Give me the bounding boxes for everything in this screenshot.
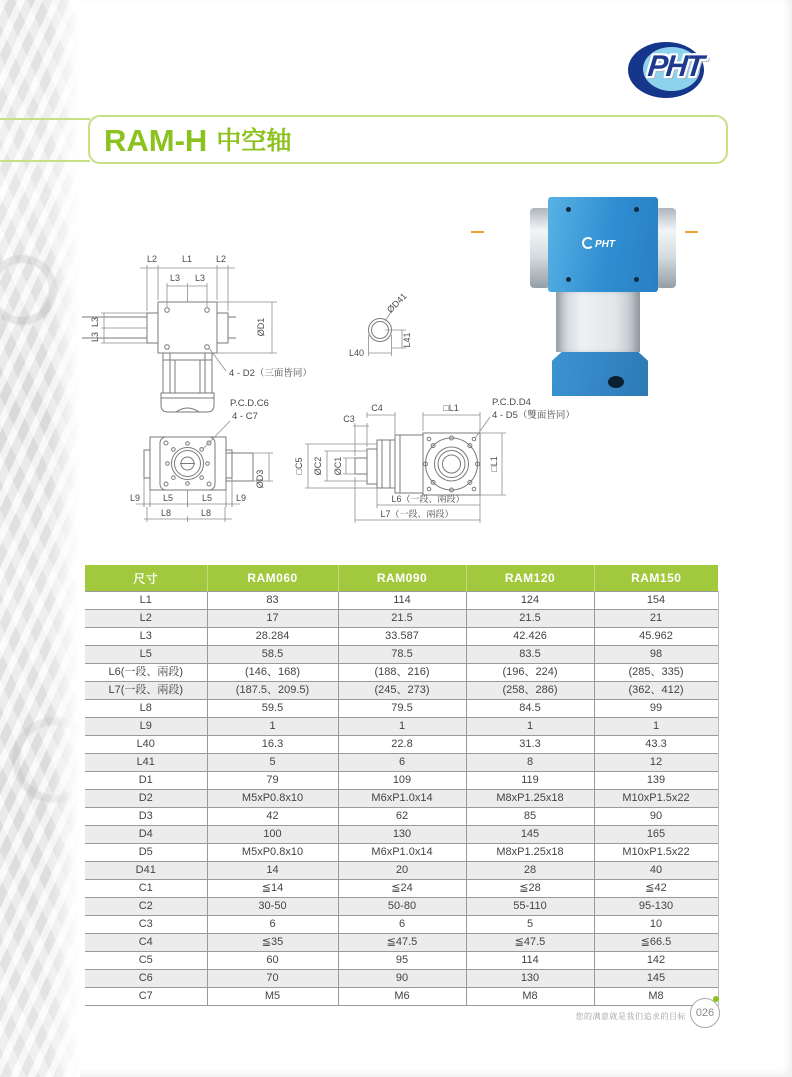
row-label: C2 bbox=[85, 898, 207, 916]
table-row bbox=[85, 754, 718, 772]
logo-text: PHT bbox=[646, 50, 704, 83]
cell-value: M6 bbox=[338, 988, 466, 1006]
cell-value: 21.5 bbox=[466, 610, 594, 628]
cell-value: 79.5 bbox=[338, 700, 466, 718]
table-row bbox=[85, 916, 718, 934]
cell-value: 99 bbox=[594, 700, 718, 718]
cell-value: 59.5 bbox=[207, 700, 338, 718]
dim-label: □L1 bbox=[443, 403, 459, 413]
table-row bbox=[85, 718, 718, 736]
cell-value: 139 bbox=[594, 772, 718, 790]
drawing-note: 4 - D2（三面皆同） bbox=[229, 368, 312, 379]
row-label: C3 bbox=[85, 916, 207, 934]
cell-value: 109 bbox=[338, 772, 466, 790]
drawing-note: P.C.D.D4 bbox=[492, 397, 531, 408]
cell-value: 8 bbox=[466, 754, 594, 772]
cell-value: 43.3 bbox=[594, 736, 718, 754]
cell-value: 78.5 bbox=[338, 646, 466, 664]
cell-value: M10xP1.5x22 bbox=[594, 790, 718, 808]
drawing-note: 4 - D5（雙面皆同） bbox=[492, 410, 575, 421]
drawing-note: P.C.D.C6 bbox=[230, 398, 269, 409]
row-label: C5 bbox=[85, 952, 207, 970]
table-row bbox=[85, 952, 718, 970]
row-label: C1 bbox=[85, 880, 207, 898]
spec-table-body bbox=[85, 592, 718, 1006]
cell-value: M5 bbox=[207, 988, 338, 1006]
cell-value: (258、286) bbox=[466, 682, 594, 700]
cell-value: (146、168) bbox=[207, 664, 338, 682]
row-label: D41 bbox=[85, 862, 207, 880]
cell-value: 42.426 bbox=[466, 628, 594, 646]
front-view-drawing bbox=[144, 437, 253, 490]
cell-value: 100 bbox=[207, 826, 338, 844]
dim-label: □L1 bbox=[489, 456, 499, 472]
dim-label: L5 bbox=[201, 493, 213, 503]
cell-value: 60 bbox=[207, 952, 338, 970]
cell-value: ≦14 bbox=[207, 880, 338, 898]
bolt-icon bbox=[566, 277, 571, 282]
cell-value: 83.5 bbox=[466, 646, 594, 664]
row-label: D5 bbox=[85, 844, 207, 862]
dim-label: L8 bbox=[200, 508, 212, 518]
cell-value: (245、273) bbox=[338, 682, 466, 700]
row-label: L6(一段、兩段) bbox=[85, 664, 207, 682]
cell-value: 50-80 bbox=[338, 898, 466, 916]
cell-value: M8 bbox=[466, 988, 594, 1006]
row-label: L2 bbox=[85, 610, 207, 628]
dim-label: L41 bbox=[402, 332, 412, 348]
model-column-header: RAM090 bbox=[338, 565, 466, 592]
cell-value: 165 bbox=[594, 826, 718, 844]
cell-value: 124 bbox=[466, 592, 594, 610]
cell-value: 145 bbox=[594, 970, 718, 988]
cell-value: 42 bbox=[207, 808, 338, 826]
photo-adapter-block bbox=[556, 292, 640, 352]
row-label: C4 bbox=[85, 934, 207, 952]
table-row bbox=[85, 664, 718, 682]
cell-value: (196、224) bbox=[466, 664, 594, 682]
cell-value: 98 bbox=[594, 646, 718, 664]
page-number-dot bbox=[713, 996, 719, 1002]
dim-label: L6（一段、兩段） bbox=[391, 494, 465, 504]
bolt-icon bbox=[566, 207, 571, 212]
dim-label: ØD41 bbox=[385, 291, 409, 315]
cell-value: 83 bbox=[207, 592, 338, 610]
cell-value: 114 bbox=[338, 592, 466, 610]
cell-value: 130 bbox=[466, 970, 594, 988]
top-view-dimensions bbox=[101, 265, 277, 371]
cell-value: 5 bbox=[207, 754, 338, 772]
model-column-header: RAM120 bbox=[466, 565, 594, 592]
row-label: L9 bbox=[85, 718, 207, 736]
table-row bbox=[85, 628, 718, 646]
cell-value: 33.587 bbox=[338, 628, 466, 646]
cell-value: M10xP1.5x22 bbox=[594, 844, 718, 862]
cell-value: 12 bbox=[594, 754, 718, 772]
model-column-header: RAM060 bbox=[207, 565, 338, 592]
cell-value: ≦28 bbox=[466, 880, 594, 898]
dim-label: □C5 bbox=[294, 457, 304, 475]
row-label: L40 bbox=[85, 736, 207, 754]
cell-value: ≦47.5 bbox=[338, 934, 466, 952]
dim-label: L8 bbox=[160, 508, 172, 518]
dim-label: L2 bbox=[146, 254, 158, 264]
footer-slogan: 您的满意就是我们追求的目标 bbox=[575, 1012, 686, 1021]
photo-base bbox=[552, 352, 648, 396]
photo-base-hole bbox=[608, 376, 624, 388]
cell-value: (188、216) bbox=[338, 664, 466, 682]
table-row bbox=[85, 610, 718, 628]
table-row bbox=[85, 826, 718, 844]
dim-label: L9 bbox=[235, 493, 247, 503]
table-row bbox=[85, 988, 718, 1006]
cell-value: ≦24 bbox=[338, 880, 466, 898]
cell-value: 28.284 bbox=[207, 628, 338, 646]
cell-value: 30-50 bbox=[207, 898, 338, 916]
model-column-header: RAM150 bbox=[594, 565, 718, 592]
row-label: D1 bbox=[85, 772, 207, 790]
cell-value: 6 bbox=[207, 916, 338, 934]
dim-label: ØD1 bbox=[256, 317, 266, 337]
side-view-drawing bbox=[355, 433, 480, 495]
table-row bbox=[85, 880, 718, 898]
dim-label: C3 bbox=[343, 414, 355, 424]
row-label: L1 bbox=[85, 592, 207, 610]
dimension-column-header: 尺寸 bbox=[85, 565, 207, 592]
page-title-model: RAM-H bbox=[104, 123, 208, 158]
table-row bbox=[85, 862, 718, 880]
table-row bbox=[85, 592, 718, 610]
dim-label: L3 bbox=[169, 273, 181, 283]
row-label: C7 bbox=[85, 988, 207, 1006]
cell-value: 6 bbox=[338, 916, 466, 934]
centerline-mark-left bbox=[471, 231, 484, 233]
cell-value: 21 bbox=[594, 610, 718, 628]
photo-end-cap-left bbox=[530, 208, 550, 288]
row-label: L41 bbox=[85, 754, 207, 772]
centerline-mark-right bbox=[685, 231, 698, 233]
cell-value: 114 bbox=[466, 952, 594, 970]
cell-value: M6xP1.0x14 bbox=[338, 844, 466, 862]
table-row bbox=[85, 700, 718, 718]
cell-value: 95 bbox=[338, 952, 466, 970]
table-row bbox=[85, 772, 718, 790]
table-row bbox=[85, 808, 718, 826]
pht-logo bbox=[628, 40, 728, 102]
row-label: D2 bbox=[85, 790, 207, 808]
table-row bbox=[85, 736, 718, 754]
table-row bbox=[85, 844, 718, 862]
cell-value: 28 bbox=[466, 862, 594, 880]
cell-value: 1 bbox=[466, 718, 594, 736]
bolt-icon bbox=[634, 207, 639, 212]
page-title-chinese: 中空轴 bbox=[216, 127, 292, 155]
cell-value: 145 bbox=[466, 826, 594, 844]
title-banner bbox=[88, 115, 728, 164]
dim-label: L3 bbox=[90, 331, 100, 343]
cell-value: M5xP0.8x10 bbox=[207, 844, 338, 862]
dim-label: L7（一段、兩段） bbox=[380, 509, 454, 519]
photo-gearbox-body bbox=[548, 197, 658, 292]
dim-label: C4 bbox=[371, 403, 383, 413]
cell-value: 90 bbox=[338, 970, 466, 988]
dim-label: ØC1 bbox=[333, 456, 343, 476]
cell-value: M6xP1.0x14 bbox=[338, 790, 466, 808]
cell-value: 1 bbox=[338, 718, 466, 736]
cell-value: 85 bbox=[466, 808, 594, 826]
cell-value: ≦35 bbox=[207, 934, 338, 952]
cell-value: ≦66.5 bbox=[594, 934, 718, 952]
table-row bbox=[85, 898, 718, 916]
cell-value: ≦42 bbox=[594, 880, 718, 898]
dim-label: ØD3 bbox=[255, 469, 265, 489]
cell-value: ≦47.5 bbox=[466, 934, 594, 952]
cell-value: M5xP0.8x10 bbox=[207, 790, 338, 808]
photo-end-cap-right bbox=[656, 208, 676, 288]
cell-value: 10 bbox=[594, 916, 718, 934]
cell-value: 142 bbox=[594, 952, 718, 970]
logo-swirl-icon bbox=[582, 237, 594, 249]
cell-value: 55-110 bbox=[466, 898, 594, 916]
cell-value: 20 bbox=[338, 862, 466, 880]
row-label: C6 bbox=[85, 970, 207, 988]
page-title bbox=[104, 121, 291, 159]
dim-label: L5 bbox=[162, 493, 174, 503]
cell-value: (285、335) bbox=[594, 664, 718, 682]
cell-value: 79 bbox=[207, 772, 338, 790]
page-number-badge: 026 bbox=[690, 998, 720, 1028]
table-row bbox=[85, 790, 718, 808]
row-label: L3 bbox=[85, 628, 207, 646]
row-label: L8 bbox=[85, 700, 207, 718]
dim-label: ØC2 bbox=[313, 456, 323, 476]
cell-value: 17 bbox=[207, 610, 338, 628]
dim-label: L9 bbox=[129, 493, 141, 503]
row-label: D3 bbox=[85, 808, 207, 826]
cell-value: 58.5 bbox=[207, 646, 338, 664]
cell-value: 130 bbox=[338, 826, 466, 844]
row-label: L7(一段、兩段) bbox=[85, 682, 207, 700]
cell-value: 21.5 bbox=[338, 610, 466, 628]
cell-value: (362、412) bbox=[594, 682, 718, 700]
cell-value: 1 bbox=[594, 718, 718, 736]
cell-value: 22.8 bbox=[338, 736, 466, 754]
table-row bbox=[85, 970, 718, 988]
cell-value: (187.5、209.5) bbox=[207, 682, 338, 700]
cell-value: M8xP1.25x18 bbox=[466, 790, 594, 808]
banner-rule-bottom bbox=[0, 160, 90, 162]
cell-value: 62 bbox=[338, 808, 466, 826]
product-photo bbox=[468, 186, 700, 400]
drawing-note: 4 - C7 bbox=[232, 411, 258, 422]
cell-value: 1 bbox=[207, 718, 338, 736]
cell-value: 119 bbox=[466, 772, 594, 790]
cell-value: 84.5 bbox=[466, 700, 594, 718]
cell-value: 154 bbox=[594, 592, 718, 610]
cell-value: 95-130 bbox=[594, 898, 718, 916]
photo-logo bbox=[582, 237, 615, 250]
cell-value: 40 bbox=[594, 862, 718, 880]
dim-label: L1 bbox=[181, 254, 193, 264]
front-view-dimensions bbox=[136, 421, 273, 522]
cell-value: 14 bbox=[207, 862, 338, 880]
top-view-drawing bbox=[82, 302, 236, 412]
table-row bbox=[85, 682, 718, 700]
dim-label: L3 bbox=[90, 316, 100, 328]
cell-value: M8xP1.25x18 bbox=[466, 844, 594, 862]
cell-value: 16.3 bbox=[207, 736, 338, 754]
cell-value: 5 bbox=[466, 916, 594, 934]
banner-rule-top bbox=[0, 118, 90, 120]
spec-table-head-row bbox=[85, 565, 718, 592]
dim-label: L2 bbox=[215, 254, 227, 264]
cell-value: 90 bbox=[594, 808, 718, 826]
cell-value: 45.962 bbox=[594, 628, 718, 646]
spec-table bbox=[85, 565, 719, 1006]
cell-value: 31.3 bbox=[466, 736, 594, 754]
cell-value: 6 bbox=[338, 754, 466, 772]
dim-label: L3 bbox=[194, 273, 206, 283]
photo-logo-text: PHT bbox=[595, 239, 615, 250]
cell-value: M8 bbox=[594, 988, 718, 1006]
table-row bbox=[85, 646, 718, 664]
row-label: L5 bbox=[85, 646, 207, 664]
table-row bbox=[85, 934, 718, 952]
dim-label: L40 bbox=[348, 348, 364, 358]
bolt-icon bbox=[634, 277, 639, 282]
cell-value: 70 bbox=[207, 970, 338, 988]
row-label: D4 bbox=[85, 826, 207, 844]
